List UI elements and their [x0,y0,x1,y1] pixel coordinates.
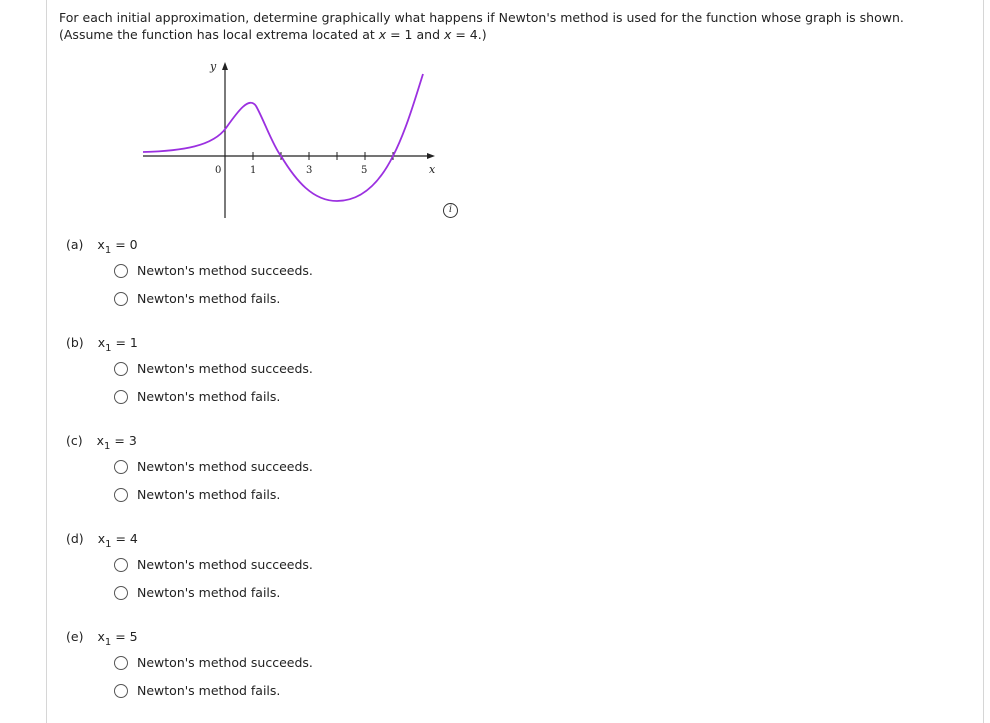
function-graph [138,56,448,226]
radio-button[interactable] [114,390,128,404]
question-line-1: For each initial approximation, determine graphically what happens if Newton's method is used for the function whose graph is shown. [59,10,904,25]
part-c-option-fails[interactable] [114,487,280,502]
option-label: Newton's method fails. [137,291,281,306]
y-axis-label: y [210,60,217,73]
part-a-option-fails[interactable] [114,291,280,306]
option-label: Newton's method succeeds. [137,361,313,376]
part-a-label: (a) $x_1 = 0$ [66,237,138,256]
option-label: Newton's method succeeds. [137,459,313,474]
radio-button[interactable] [114,460,128,474]
radio-button[interactable] [114,586,128,600]
radio-button[interactable] [114,488,128,502]
part-b-option-fails[interactable] [114,389,280,404]
part-d-option-succeeds[interactable] [114,557,313,572]
option-label: Newton's method fails. [137,487,281,502]
function-curve [143,74,423,201]
question-text [59,9,904,43]
radio-button[interactable] [114,264,128,278]
x-axis-label: x [429,163,436,176]
option-label: Newton's method succeeds. [137,263,313,278]
tick-label-5: 5 [361,165,368,176]
option-label: Newton's method succeeds. [137,557,313,572]
part-d-label: (d) $x_1 = 4$ [66,531,138,550]
option-label: Newton's method succeeds. [137,655,313,670]
y-axis-arrow [222,62,228,70]
radio-button[interactable] [114,684,128,698]
part-e-label: (e) $x_1 = 5$ [66,629,138,648]
tick-label-1: 1 [250,165,257,176]
part-e-option-fails[interactable] [114,683,280,698]
tick-label-3: 3 [306,165,313,176]
part-d-option-fails[interactable] [114,585,280,600]
option-label: Newton's method fails. [137,683,281,698]
part-c-label: (c) $x_1 = 3$ [66,433,137,452]
part-c-option-succeeds[interactable] [114,459,313,474]
info-icon[interactable]: i [443,203,458,218]
origin-label: 0 [215,165,222,176]
radio-button[interactable] [114,292,128,306]
part-b-option-succeeds[interactable] [114,361,313,376]
radio-button[interactable] [114,558,128,572]
part-e-option-succeeds[interactable] [114,655,313,670]
part-b-label: (b) $x_1 = 1$ [66,335,138,354]
option-label: Newton's method fails. [137,389,281,404]
option-label: Newton's method fails. [137,585,281,600]
part-a-option-succeeds[interactable] [114,263,313,278]
radio-button[interactable] [114,656,128,670]
question-line-2: (Assume the function has local extrema located at x = 1 and x = 4.) [59,27,487,42]
radio-button[interactable] [114,362,128,376]
x-axis-arrow [427,153,435,159]
